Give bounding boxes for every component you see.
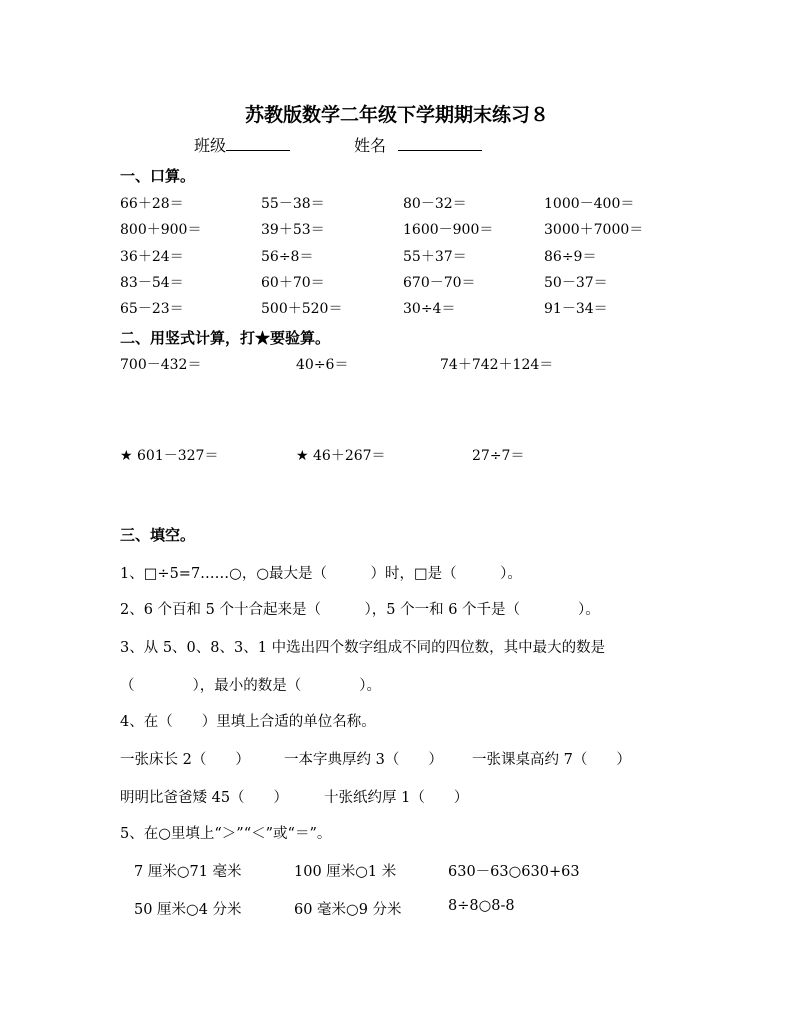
section3-heading: 三、填空。 (120, 526, 196, 544)
vertical-calc-item: 40÷6＝ (296, 357, 349, 373)
oral-item: 50－37＝ (544, 275, 608, 291)
oral-item: 1000－400＝ (544, 196, 635, 212)
oral-item: 65－23＝ (120, 301, 184, 317)
unit-item: 十张纸约厚 1（ ） (324, 790, 469, 806)
oral-item: 60＋70＝ (261, 275, 325, 291)
unit-item: 一张课桌高约 7（ ） (472, 752, 631, 768)
oral-item: 83－54＝ (120, 275, 184, 291)
oral-item: 80－32＝ (403, 196, 467, 212)
oral-item: 91－34＝ (544, 301, 608, 317)
question-1: 1、□÷5=7……○，○最大是（ ）时，□是（ ）。 (120, 566, 522, 582)
oral-item: 1600－900＝ (403, 222, 494, 238)
oral-item: 39＋53＝ (261, 222, 325, 238)
oral-item: 86÷9＝ (544, 249, 597, 265)
question-4: 4、在（ ）里填上合适的单位名称。 (120, 714, 376, 730)
name-label: 姓名 (354, 136, 387, 155)
compare-item: 100 厘米○1 米 (294, 864, 397, 880)
compare-item: 8÷8○8-8 (448, 898, 515, 914)
oral-item: 3000＋7000＝ (544, 222, 644, 238)
oral-item: 30÷4＝ (403, 301, 456, 317)
name-field (354, 133, 482, 156)
question-2: 2、6 个百和 5 个十合起来是（ ），5 个一和 6 个千是（ ）。 (120, 602, 600, 618)
compare-item: 630－63○630+63 (448, 864, 580, 880)
class-blank[interactable] (226, 136, 290, 151)
oral-item: 36＋24＝ (120, 249, 184, 265)
section1-heading: 一、口算。 (120, 167, 196, 185)
question-5: 5、在○里填上“＞”“＜”或“＝”。 (120, 826, 332, 842)
class-field (194, 133, 290, 156)
vertical-calc-item: ★ 46＋267＝ (296, 448, 386, 464)
page-title: 苏教版数学二年级下学期期末练习８ (244, 104, 549, 126)
oral-item: 55＋37＝ (403, 249, 467, 265)
oral-item: 66＋28＝ (120, 196, 184, 212)
question-3-line1: 3、从 5、0、8、3、1 中选出四个数字组成不同的四位数，其中最大的数是 (120, 640, 606, 656)
oral-item: 56÷8＝ (261, 249, 314, 265)
unit-item: 明明比爸爸矮 45（ ） (120, 790, 289, 806)
section2-heading: 二、用竖式计算，打★要验算。 (120, 329, 331, 347)
unit-item: 一本字典厚约 3（ ） (284, 752, 443, 768)
vertical-calc-item: 27÷7＝ (472, 448, 525, 464)
oral-item: 670－70＝ (403, 275, 476, 291)
vertical-calc-item: 700－432＝ (120, 357, 202, 373)
vertical-calc-item: ★ 601－327＝ (120, 448, 219, 464)
question-3-line2: （ ），最小的数是（ ）。 (120, 678, 381, 694)
class-label: 班级 (194, 136, 227, 155)
compare-item: 50 厘米○4 分米 (134, 902, 242, 918)
oral-item: 500＋520＝ (261, 301, 343, 317)
oral-item: 55－38＝ (261, 196, 325, 212)
name-blank[interactable] (398, 136, 482, 151)
unit-item: 一张床长 2（ ） (120, 752, 250, 768)
oral-item: 800＋900＝ (120, 222, 202, 238)
compare-item: 7 厘米○71 毫米 (134, 864, 242, 880)
compare-item: 60 毫米○9 分米 (294, 902, 402, 918)
vertical-calc-item: 74＋742＋124＝ (440, 357, 554, 373)
